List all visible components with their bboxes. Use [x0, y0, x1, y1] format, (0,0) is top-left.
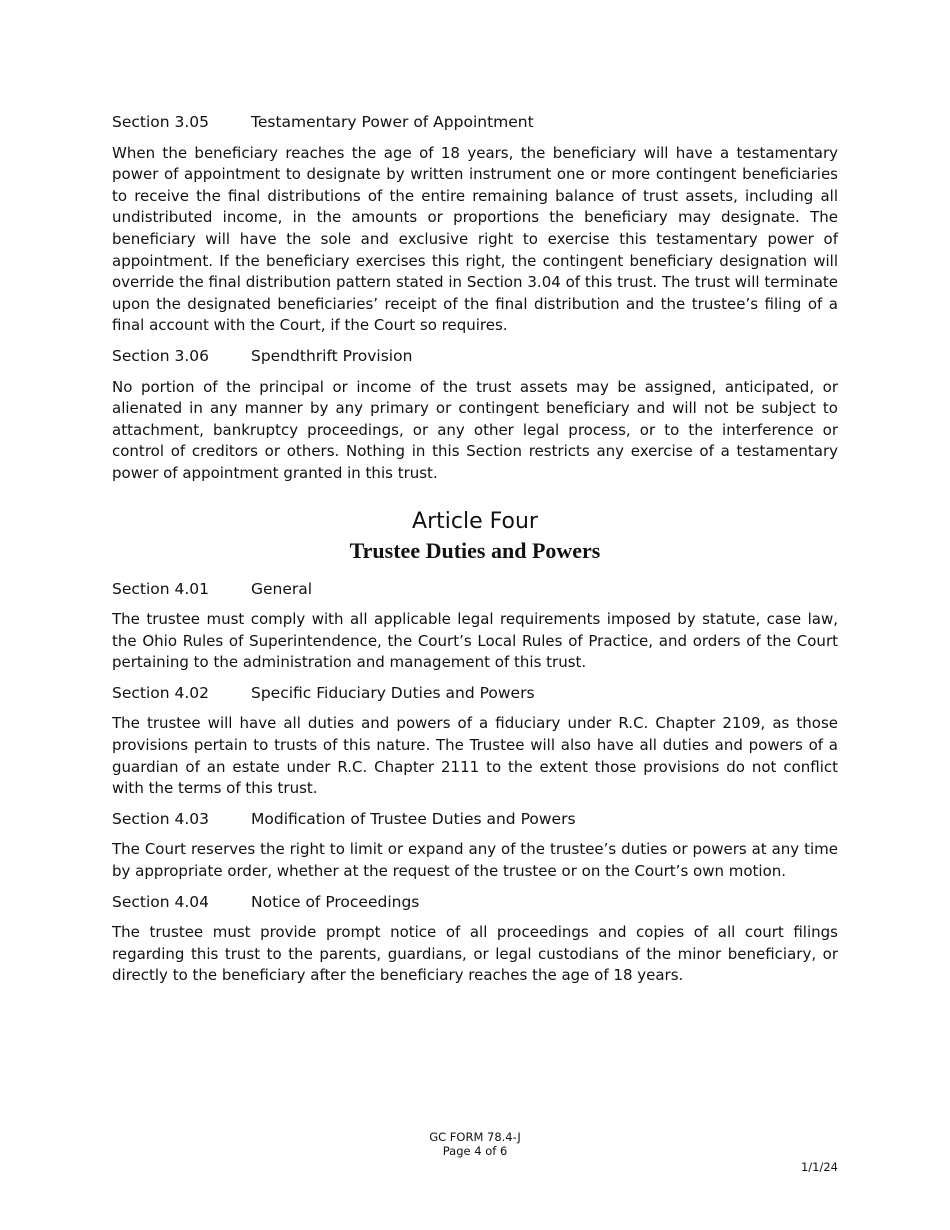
article-heading — [112, 507, 838, 565]
section-body: The trustee will have all duties and powers of a fiduciary under R.C. Chapter 2109, as those provisions pertain to trusts of this nature. The Trustee will also have all duties and powers of a guardian of an estate under R.C. Chapter 2111 to the extent those provisions do not conflict with the terms of this trust. — [112, 714, 838, 798]
section-number: Section 3.05 — [112, 113, 210, 131]
section-body: The trustee must provide prompt notice of all proceedings and copies of all court filings regarding this trust to the parents, guardians, or legal custodians of the minor beneficiary, or directly to the beneficiary after the beneficiary reaches the age of 18 years. — [112, 923, 838, 985]
section-body: The Court reserves the right to limit or expand any of the trustee’s duties or powers at any time by appropriate order, whether at the request of the trustee or on the Court’s own motion. — [112, 840, 838, 881]
section-heading — [112, 809, 838, 831]
section-title: Specific Fiduciary Duties and Powers — [251, 683, 535, 702]
section-number: Section 4.03 — [112, 809, 210, 828]
section-heading — [112, 112, 838, 134]
section-title: General — [251, 579, 313, 598]
section-body: The trustee must comply with all applicable legal requirements imposed by statute, case law, the Ohio Rules of Superintendence, the Court’s Local Rules of Practice, and orders of the Court pertaining to the administration and management of this trust. — [112, 610, 838, 672]
revision-date: 1/1/24 — [800, 1160, 838, 1174]
section-heading — [112, 892, 838, 914]
section-number: Section 4.01 — [112, 579, 210, 598]
section-number: Section 3.06 — [112, 346, 210, 365]
section-number: Section 4.04 — [112, 892, 210, 911]
section-3-05 — [112, 112, 838, 337]
section-body: When the beneficiary reaches the age of 18 years, the beneficiary will have a testamentary power of appointment to designate by written instrument one or more contingent beneficiaries to receive the final distributions of the entire remaining balance of trust assets, including all undistributed income, in the amounts or proportions the beneficiary may designate. The beneficiary will have the sole and exclusive right to exercise this testamentary power of appointment. If the beneficiary exercises this right, the contingent beneficiary designation will override the final distribution pattern stated in Section 3.04 of this trust. The trust will terminate upon the designated beneficiaries’ receipt of the final distribution and the trustee’s filing of a final account with the Court, if the Court so requires. — [112, 143, 838, 335]
section-4-03 — [112, 809, 838, 883]
section-title: Spendthrift Provision — [251, 346, 413, 365]
section-number: Section 4.02 — [112, 683, 210, 702]
section-4-02 — [112, 683, 838, 800]
section-heading — [112, 346, 838, 368]
section-title: Testamentary Power of Appointment — [251, 113, 534, 131]
form-number: GC FORM 78.4-J — [429, 1130, 521, 1144]
document-page — [112, 112, 838, 996]
article-title: Article Four — [412, 508, 538, 534]
section-heading — [112, 683, 838, 705]
page-footer — [0, 1130, 950, 1158]
section-title: Modification of Trustee Duties and Powers — [251, 809, 576, 828]
section-body: No portion of the principal or income of the trust assets may be assigned, anticipated, or alienated in any manner by any primary or contingent beneficiary and will not be subject to attachment, bankruptcy proceedings, or any other legal process, or to the interference or control of creditors or others. Nothing in this Section restricts any exercise of a testamentary power of appointment granted in this trust. — [112, 377, 838, 482]
article-subtitle: Trustee Duties and Powers — [349, 537, 601, 563]
section-4-01 — [112, 579, 838, 674]
section-4-04 — [112, 892, 838, 987]
section-3-06 — [112, 346, 838, 485]
page-number: Page 4 of 6 — [442, 1144, 508, 1158]
section-title: Notice of Proceedings — [251, 892, 420, 911]
section-heading — [112, 579, 838, 601]
